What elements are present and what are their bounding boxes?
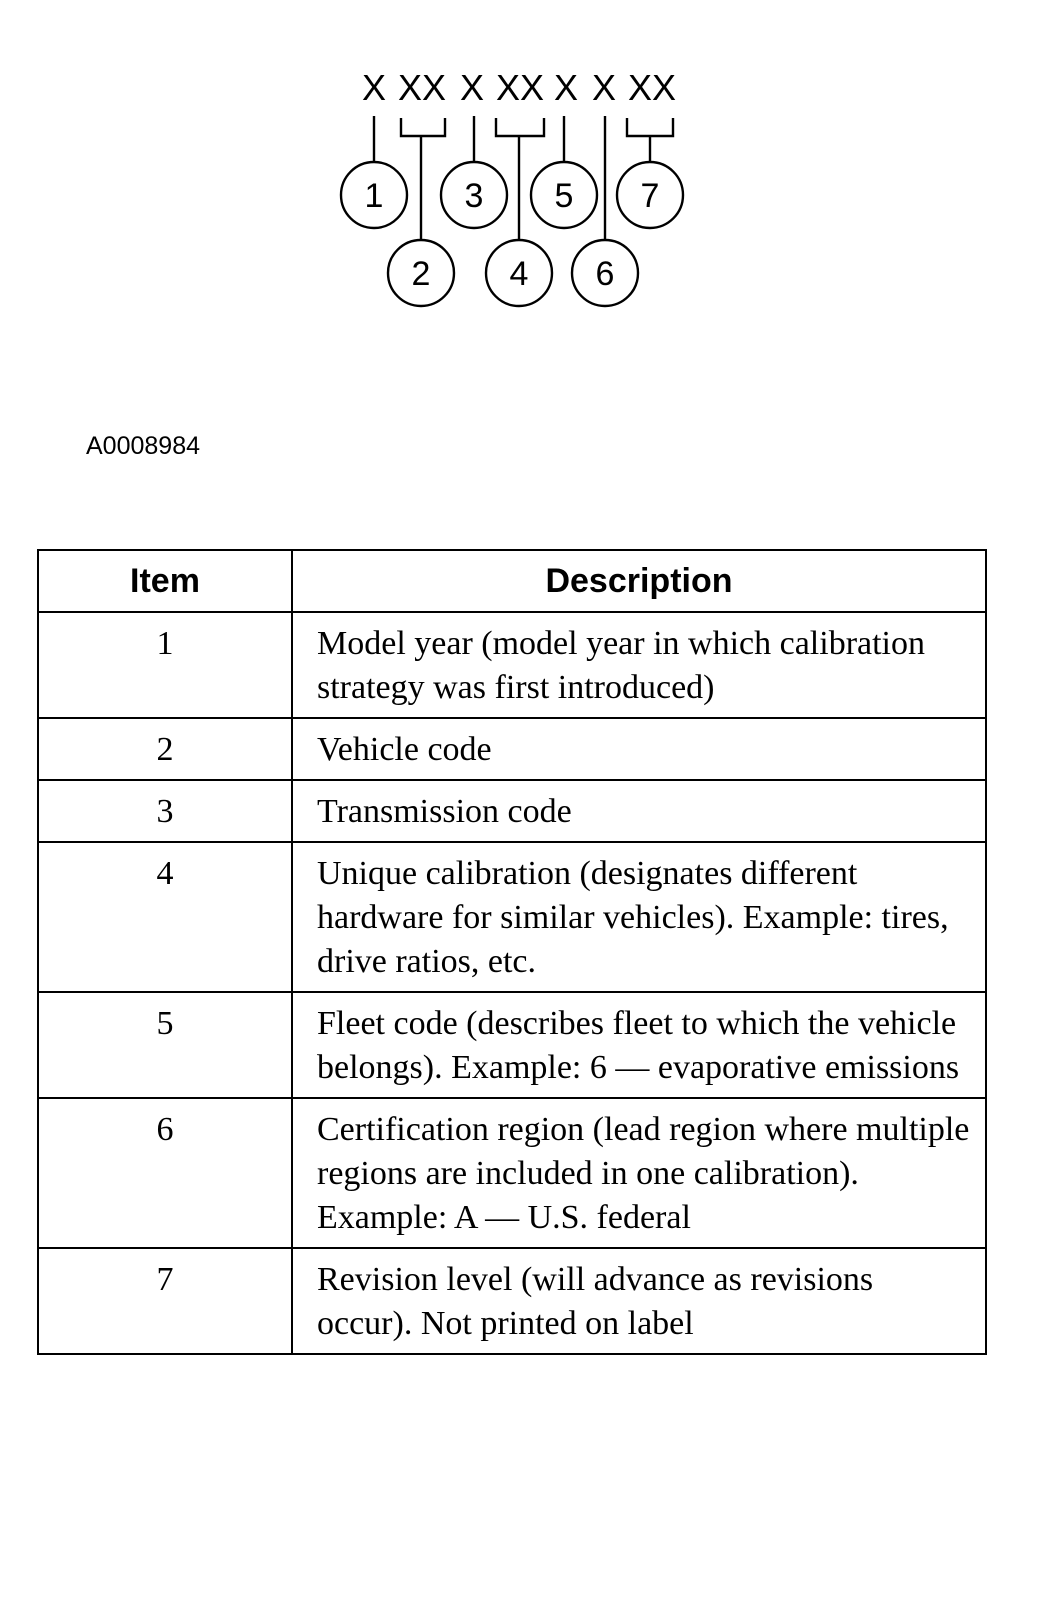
item-number: 2 — [38, 718, 292, 780]
table-row — [38, 780, 986, 842]
item-description: Fleet code (describes fleet to which the vehicle belongs). Example: 6 — evaporative emissions — [292, 992, 986, 1098]
callout-1 — [341, 162, 407, 228]
table-header-row — [38, 550, 986, 612]
item-number: 1 — [38, 612, 292, 718]
svg-text:6: 6 — [595, 255, 615, 293]
item-number: 6 — [38, 1098, 292, 1248]
svg-text:2: 2 — [411, 255, 431, 293]
code-group-2: XX — [397, 67, 447, 108]
svg-text:7: 7 — [640, 177, 660, 215]
item-description: Vehicle code — [292, 718, 986, 780]
code-group-7: XX — [627, 67, 677, 108]
svg-text:1: 1 — [364, 177, 384, 215]
calibration-code-diagram — [0, 0, 1044, 400]
item-description: Certification region (lead region where multiple regions are included in one calibration). Example: A — U.S. federal — [292, 1098, 986, 1248]
table-row — [38, 992, 986, 1098]
item-number: 4 — [38, 842, 292, 992]
table-row — [38, 842, 986, 992]
svg-text:3: 3 — [464, 177, 484, 215]
item-number: 7 — [38, 1248, 292, 1354]
table-row — [38, 1248, 986, 1354]
item-number: 5 — [38, 992, 292, 1098]
callout-6 — [572, 240, 638, 306]
calibration-table — [37, 549, 987, 1355]
callout-4 — [486, 240, 552, 306]
code-group-1: X — [361, 67, 387, 108]
table-row — [38, 1098, 986, 1248]
code-group-4: XX — [495, 67, 545, 108]
callout-2 — [388, 240, 454, 306]
code-group-5: X — [553, 67, 579, 108]
callout-3 — [441, 162, 507, 228]
figure-id: A0008984 — [86, 432, 201, 460]
item-description: Model year (model year in which calibration strategy was first introduced) — [292, 612, 986, 718]
header-description: Description — [292, 550, 986, 612]
code-group-6: X — [591, 67, 617, 108]
svg-text:5: 5 — [554, 177, 574, 215]
item-description: Unique calibration (designates different hardware for similar vehicles). Example: tires, drive ratios, etc. — [292, 842, 986, 992]
item-number: 3 — [38, 780, 292, 842]
callout-7 — [617, 162, 683, 228]
table-row — [38, 612, 986, 718]
callout-5 — [531, 162, 597, 228]
svg-text:4: 4 — [509, 255, 529, 293]
table-row — [38, 718, 986, 780]
item-description: Transmission code — [292, 780, 986, 842]
code-group-3: X — [459, 67, 485, 108]
item-description: Revision level (will advance as revisions occur). Not printed on label — [292, 1248, 986, 1354]
header-item: Item — [38, 550, 292, 612]
